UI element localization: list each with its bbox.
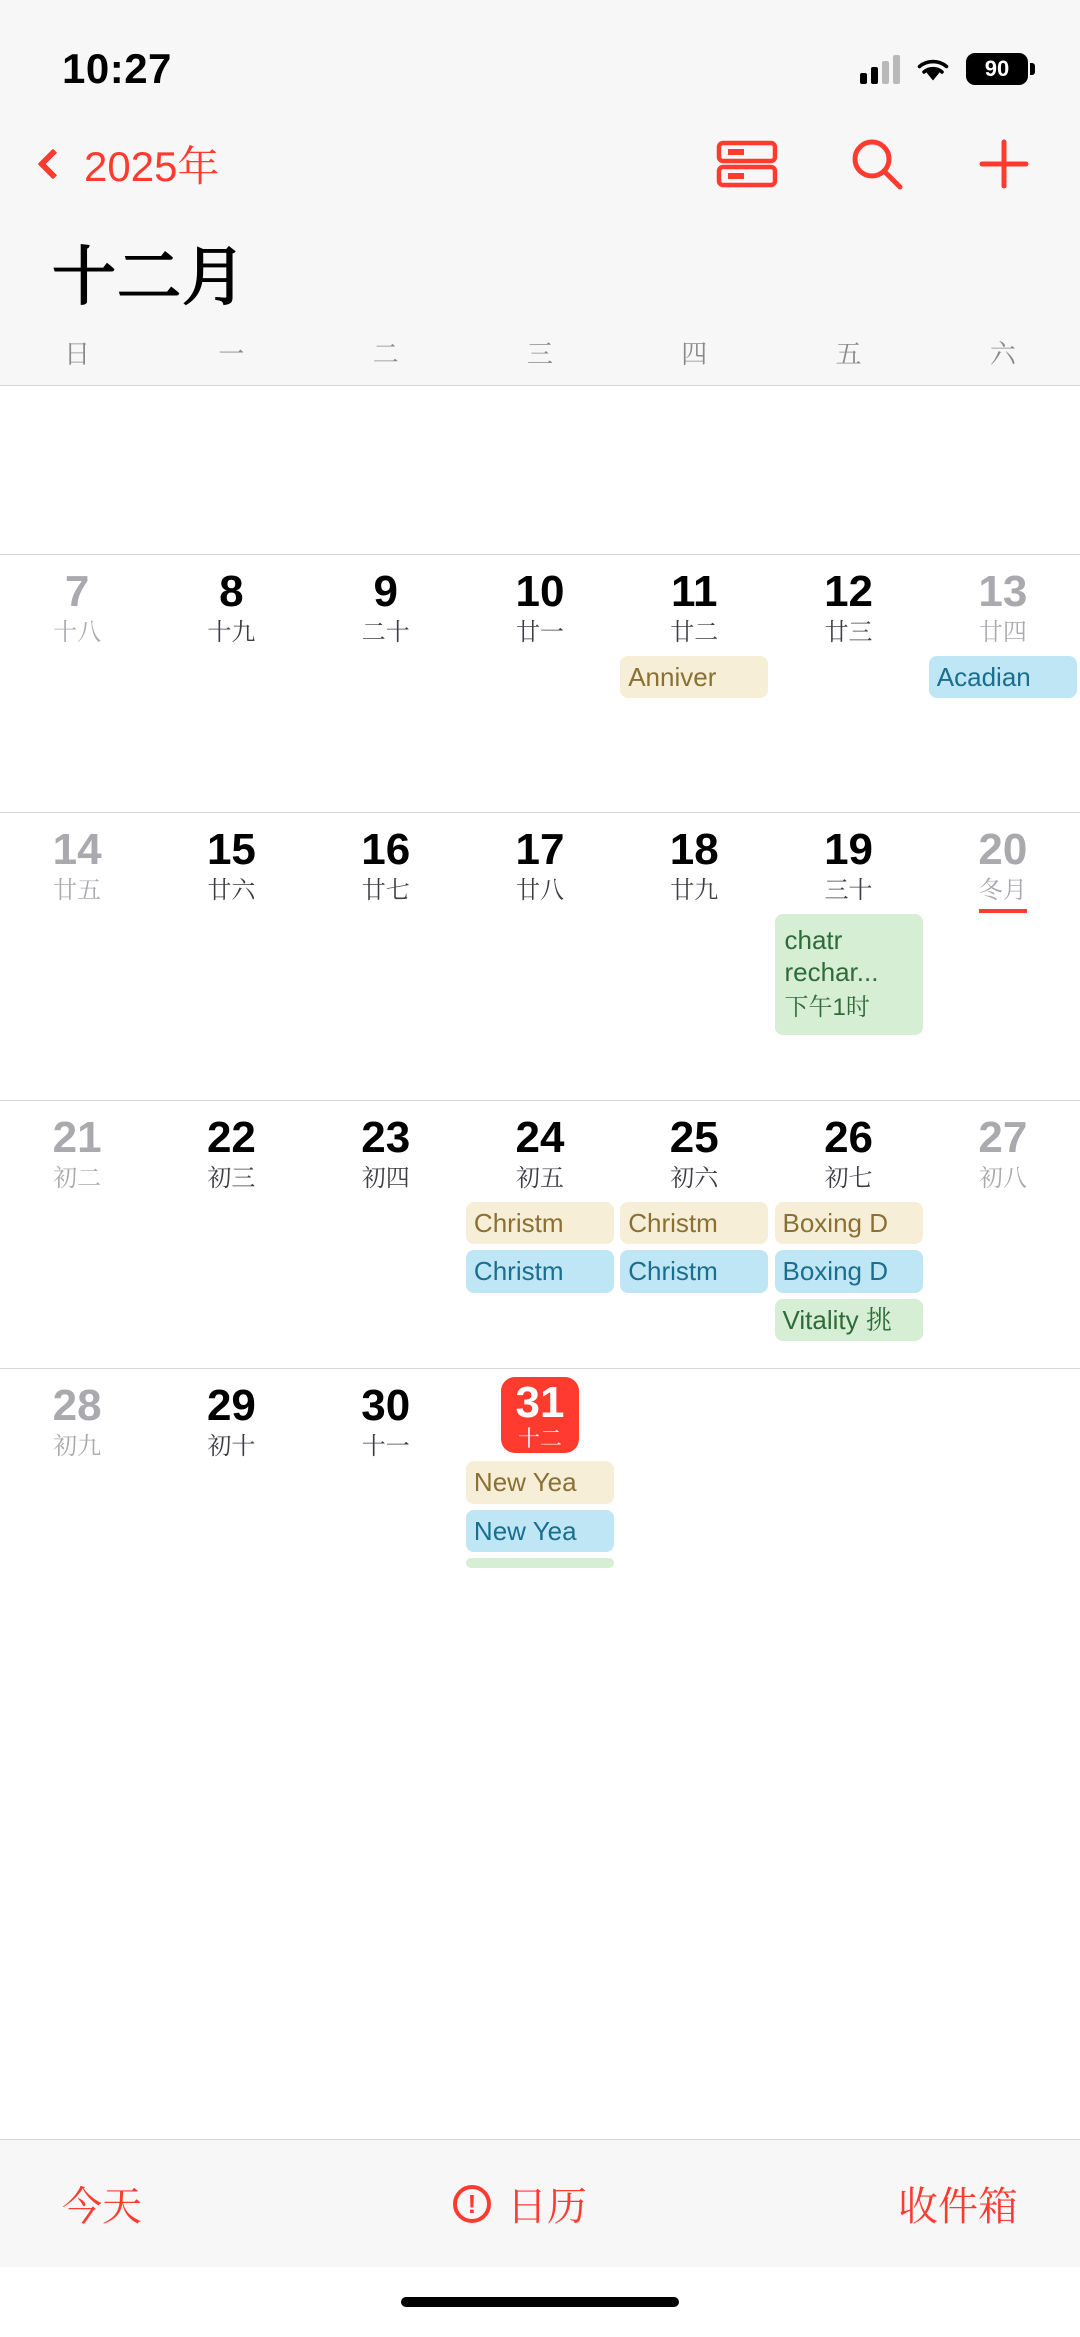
lunar-date: 初六 — [670, 1165, 719, 1193]
day-cell-7[interactable] — [0, 555, 154, 812]
tab-calendars-label: 日历 — [507, 2185, 587, 2229]
day-cell-15[interactable] — [154, 813, 308, 1100]
event-title: Christm — [628, 1207, 718, 1238]
lunar-date: 三十 — [824, 877, 873, 905]
day-number: 13 — [978, 567, 1028, 616]
plus-icon[interactable] — [976, 136, 1032, 192]
day-cell-10[interactable] — [463, 555, 617, 812]
lunar-date: 初二 — [53, 1165, 102, 1193]
day-cell-empty — [771, 386, 925, 554]
event-chip[interactable] — [775, 1299, 923, 1342]
day-cell-17[interactable] — [463, 813, 617, 1100]
event-title: Boxing D — [782, 1207, 888, 1238]
day-cell-empty — [0, 386, 154, 554]
day-cell-31[interactable] — [463, 1369, 617, 1568]
event-title: Christm — [473, 1207, 564, 1238]
event-chip[interactable] — [620, 656, 768, 699]
today-badge — [501, 1377, 579, 1453]
lunar-date: 廿九 — [670, 877, 719, 905]
event-title: New Yea — [473, 1467, 577, 1497]
day-cell-30[interactable] — [309, 1369, 463, 1568]
day-cell-empty — [154, 386, 308, 554]
day-number: 12 — [824, 567, 874, 616]
calendar-week-row — [0, 1100, 1080, 1368]
weekday-wed: 三 — [526, 339, 553, 369]
navigation-bar — [0, 110, 1080, 218]
event-title: Christm — [628, 1256, 718, 1287]
status-time: 10:27 — [62, 45, 172, 92]
day-cell-empty — [309, 386, 463, 554]
day-cell-24[interactable] — [463, 1101, 617, 1368]
day-number: 27 — [978, 1113, 1028, 1162]
lunar-date: 初四 — [361, 1165, 410, 1193]
day-number: 23 — [361, 1113, 411, 1162]
day-number: 14 — [52, 825, 102, 874]
day-cell-9[interactable] — [309, 555, 463, 812]
day-cell-14[interactable] — [0, 813, 154, 1100]
day-cell-empty — [926, 1369, 1080, 1568]
day-cell-19[interactable] — [771, 813, 925, 1100]
calendar-week-row — [0, 554, 1080, 812]
day-cell-empty — [617, 386, 771, 554]
status-bar — [0, 0, 1080, 110]
day-number: 11 — [671, 567, 718, 616]
event-chip[interactable] — [466, 1510, 614, 1553]
weekday-thu: 四 — [681, 339, 708, 369]
lunar-date: 廿二 — [670, 619, 719, 647]
tab-today[interactable] — [62, 2175, 142, 2232]
lunar-date: 廿三 — [824, 619, 873, 647]
event-title: Boxing D — [782, 1256, 888, 1287]
day-cell-26[interactable] — [771, 1101, 925, 1368]
event-title: Vitality 挑 — [782, 1304, 892, 1335]
lunar-date: 廿一 — [515, 619, 564, 647]
lunar-date: 廿七 — [361, 877, 410, 905]
event-chip[interactable] — [620, 1250, 768, 1293]
lunar-date: 廿五 — [53, 877, 102, 905]
battery-icon — [966, 53, 1028, 85]
day-events — [617, 1202, 771, 1293]
day-cell-22[interactable] — [154, 1101, 308, 1368]
lunar-date: 初十 — [207, 1433, 256, 1461]
day-number: 7 — [64, 567, 90, 616]
day-cell-8[interactable] — [154, 555, 308, 812]
event-title: New Yea — [473, 1515, 577, 1546]
month-title-container — [0, 218, 1080, 334]
lunar-date: 十一 — [361, 1433, 410, 1461]
lunar-date: 十二 — [517, 1425, 562, 1451]
day-cell-11[interactable] — [617, 555, 771, 812]
day-events — [463, 1202, 617, 1293]
tab-calendars[interactable] — [453, 2175, 587, 2232]
status-indicators — [860, 53, 1028, 85]
calendar-week-row — [0, 386, 1080, 554]
event-chip[interactable] — [929, 656, 1077, 699]
lunar-date: 廿八 — [515, 877, 564, 905]
weekday-header — [0, 334, 1080, 386]
event-title: Acadian — [936, 661, 1031, 692]
weekday-mon: 一 — [218, 339, 245, 369]
list-view-icon[interactable] — [716, 139, 778, 189]
tab-inbox[interactable] — [898, 2175, 1018, 2232]
home-indicator[interactable] — [401, 2297, 679, 2307]
lunar-date: 十八 — [53, 619, 102, 647]
event-title: chatr rechar... — [784, 924, 879, 988]
battery-level: 90 — [984, 56, 1010, 81]
day-number: 29 — [206, 1381, 256, 1430]
nav-actions — [716, 135, 1032, 193]
lunar-date: 廿四 — [978, 619, 1027, 647]
lunar-date: 十九 — [207, 619, 256, 647]
event-chip[interactable] — [466, 1250, 614, 1293]
day-number: 17 — [515, 825, 565, 874]
lunar-date: 初九 — [53, 1433, 102, 1461]
event-chip[interactable] — [775, 1202, 923, 1245]
lunar-date: 二十 — [361, 619, 410, 647]
day-cell-21[interactable] — [0, 1101, 154, 1368]
event-chip[interactable] — [466, 1461, 614, 1504]
day-cell-20[interactable] — [926, 813, 1080, 1100]
calendar-grid — [0, 386, 1080, 2139]
event-title: Christm — [473, 1256, 564, 1287]
lunar-date: 廿六 — [207, 877, 256, 905]
day-cell-25[interactable] — [617, 1101, 771, 1368]
day-number: 9 — [373, 567, 398, 616]
weekday-fri: 五 — [835, 339, 862, 369]
event-title: Anniver — [628, 661, 717, 692]
event-chip[interactable] — [775, 1250, 923, 1293]
day-number: 31 — [515, 1377, 565, 1427]
weekday-tue: 二 — [372, 339, 399, 369]
weekday-sun: 日 — [64, 339, 91, 369]
wifi-icon — [914, 55, 952, 83]
cellular-bars-icon — [860, 54, 900, 84]
lunar-date: 初八 — [978, 1165, 1027, 1193]
day-events — [771, 914, 925, 1035]
lunar-date: 初五 — [515, 1165, 564, 1193]
tab-inbox-label: 收件箱 — [898, 2185, 1018, 2229]
day-cell-12[interactable] — [771, 555, 925, 812]
day-events — [463, 1461, 617, 1568]
day-number: 21 — [52, 1113, 102, 1162]
day-cell-16[interactable] — [309, 813, 463, 1100]
back-button-label: 2025年 — [84, 143, 220, 190]
search-icon[interactable] — [848, 135, 906, 193]
chevron-left-icon — [37, 148, 68, 179]
calendar-week-row — [0, 812, 1080, 1100]
day-number: 22 — [206, 1113, 256, 1162]
day-cell-28[interactable] — [0, 1369, 154, 1568]
day-events — [926, 656, 1080, 699]
day-cell-empty — [926, 386, 1080, 554]
home-indicator-area — [0, 2267, 1080, 2337]
day-number: 24 — [515, 1113, 565, 1162]
lunar-date: 冬月 — [979, 877, 1027, 913]
day-number: 18 — [669, 825, 719, 874]
back-button[interactable] — [34, 134, 219, 194]
day-number: 10 — [515, 567, 565, 616]
day-number: 25 — [669, 1113, 719, 1162]
lunar-date: 初三 — [207, 1165, 256, 1193]
day-number: 26 — [824, 1113, 874, 1162]
day-number: 20 — [978, 825, 1028, 874]
day-number: 15 — [206, 825, 256, 874]
day-number: 30 — [361, 1381, 411, 1430]
event-chip[interactable] — [466, 1202, 614, 1245]
day-cell-23[interactable] — [309, 1101, 463, 1368]
day-cell-18[interactable] — [617, 813, 771, 1100]
calendar-week-row — [0, 1368, 1080, 1568]
day-cell-empty — [771, 1369, 925, 1568]
event-chip[interactable] — [620, 1202, 768, 1245]
day-cell-27[interactable] — [926, 1101, 1080, 1368]
day-number: 28 — [52, 1381, 102, 1430]
event-chip[interactable] — [466, 1558, 614, 1568]
event-time: 下午1时 — [784, 993, 870, 1021]
day-number: 19 — [824, 825, 874, 874]
day-events — [771, 1202, 925, 1342]
day-cell-13[interactable] — [926, 555, 1080, 812]
day-number: 16 — [361, 825, 411, 874]
event-chip[interactable] — [775, 914, 923, 1035]
page-title: 十二月 — [52, 241, 247, 313]
day-cell-empty — [617, 1369, 771, 1568]
lunar-date: 初七 — [824, 1165, 873, 1193]
day-events — [617, 656, 771, 699]
day-cell-29[interactable] — [154, 1369, 308, 1568]
exclamation-circle-icon: ! — [453, 2185, 491, 2223]
day-cell-empty — [463, 386, 617, 554]
day-number: 8 — [219, 567, 244, 616]
weekday-sat: 六 — [989, 339, 1016, 369]
tab-today-label: 今天 — [62, 2185, 142, 2229]
tab-bar — [0, 2139, 1080, 2267]
